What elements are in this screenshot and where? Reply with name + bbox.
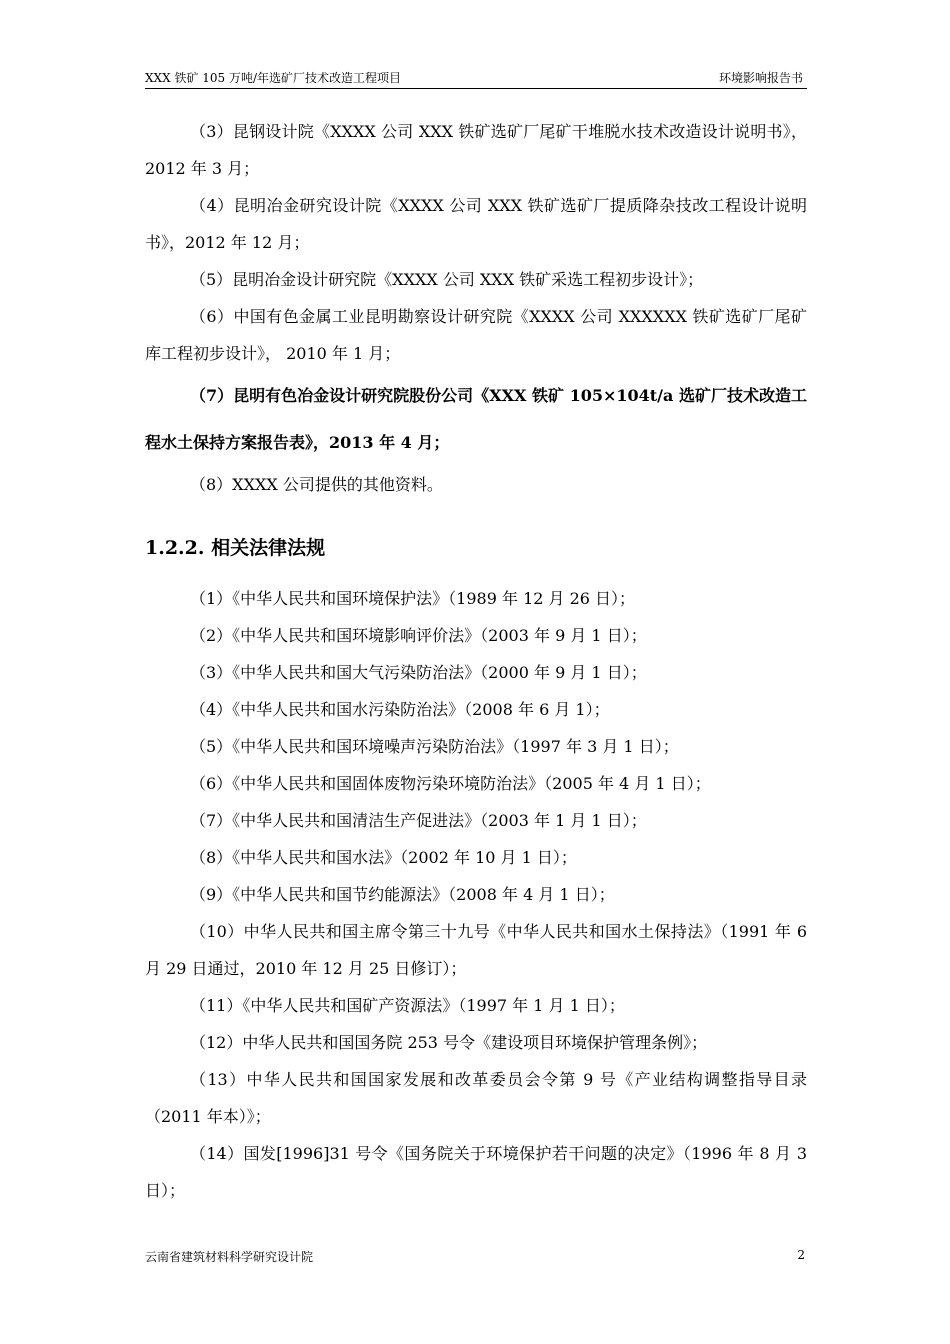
law-item: （14）国发[1996]31 号令《国务院关于环境保护若干问题的决定》（1996 年 8 月 3 日）； (145, 1144, 807, 1200)
law-item: （11）《中华人民共和国矿产资源法》（1997 年 1 月 1 日）； (190, 996, 625, 1015)
reference-item-bold: （7）昆明有色冶金设计研究院股份公司《XXX 铁矿 105×104t/a 选矿厂技术改造工程水土保持方案报告表》，2013 年 4 月； (145, 386, 807, 452)
law-item: （5）《中华人民共和国环境噪声污染防治法》（1997 年 3 月 1 日）； (190, 737, 679, 756)
reference-list (145, 113, 807, 503)
page-number: 2 (797, 1248, 805, 1262)
page-header (145, 66, 807, 89)
law-item: （10）中华人民共和国主席令第三十九号《中华人民共和国水土保持法》（1991 年 6 月 29 日通过，2010 年 12 月 25 日修订）； (145, 922, 807, 978)
reference-item: （4）昆明冶金研究设计院《XXXX 公司 XXX 铁矿选矿厂提质降杂技改工程设计说明书》，2012 年 12 月； (145, 196, 807, 252)
reference-item: （3）昆钢设计院《XXXX 公司 XXX 铁矿选矿厂尾矿干堆脱水技术改造设计说明书》，2012 年 3 月； (145, 122, 807, 178)
law-item: （7）《中华人民共和国清洁生产促进法》（2003 年 1 月 1 日）； (190, 811, 647, 830)
section-heading: 1.2.2. 相关法律法规 (145, 537, 326, 559)
header-document-type: 环境影响报告书 (718, 71, 803, 85)
footer-institute: 云南省建筑材料科学研究设计院 (145, 1250, 314, 1264)
reference-item: （8）XXXX 公司提供的其他资料。 (190, 475, 443, 494)
law-item: （4）《中华人民共和国水污染防治法》（2008 年 6 月 1）； (190, 700, 610, 719)
law-list (145, 580, 807, 1209)
law-item: （13）中华人民共和国国家发展和改革委员会令第 9 号《产业结构调整指导目录（2011 年本）》； (145, 1070, 807, 1126)
law-item: （6）《中华人民共和国固体废物污染环境防治法》（2005 年 4 月 1 日）； (190, 774, 711, 793)
law-item: （12）中华人民共和国国务院 253 号令《建设项目环境保护管理条例》； (190, 1033, 708, 1052)
law-item: （2）《中华人民共和国环境影响评价法》（2003 年 9 月 1 日）； (190, 626, 647, 645)
reference-item: （5）昆明冶金设计研究院《XXXX 公司 XXX 铁矿采选工程初步设计》； (190, 270, 704, 289)
law-item: （3）《中华人民共和国大气污染防治法》（2000 年 9 月 1 日）； (190, 663, 647, 682)
law-item: （9）《中华人民共和国节约能源法》（2008 年 4 月 1 日）； (190, 885, 615, 904)
reference-item: （6）中国有色金属工业昆明勘察设计研究院《XXXX 公司 XXXXXX 铁矿选矿厂尾矿库工程初步设计》， 2010 年 1 月； (145, 307, 807, 363)
law-item: （8）《中华人民共和国水法》（2002 年 10 月 1 日）； (190, 848, 577, 867)
header-project-title: XXX 铁矿 105 万吨/年选矿厂技术改造工程项目 (145, 71, 402, 85)
law-item: （1）《中华人民共和国环境保护法》（1989 年 12 月 26 日）； (190, 589, 636, 608)
